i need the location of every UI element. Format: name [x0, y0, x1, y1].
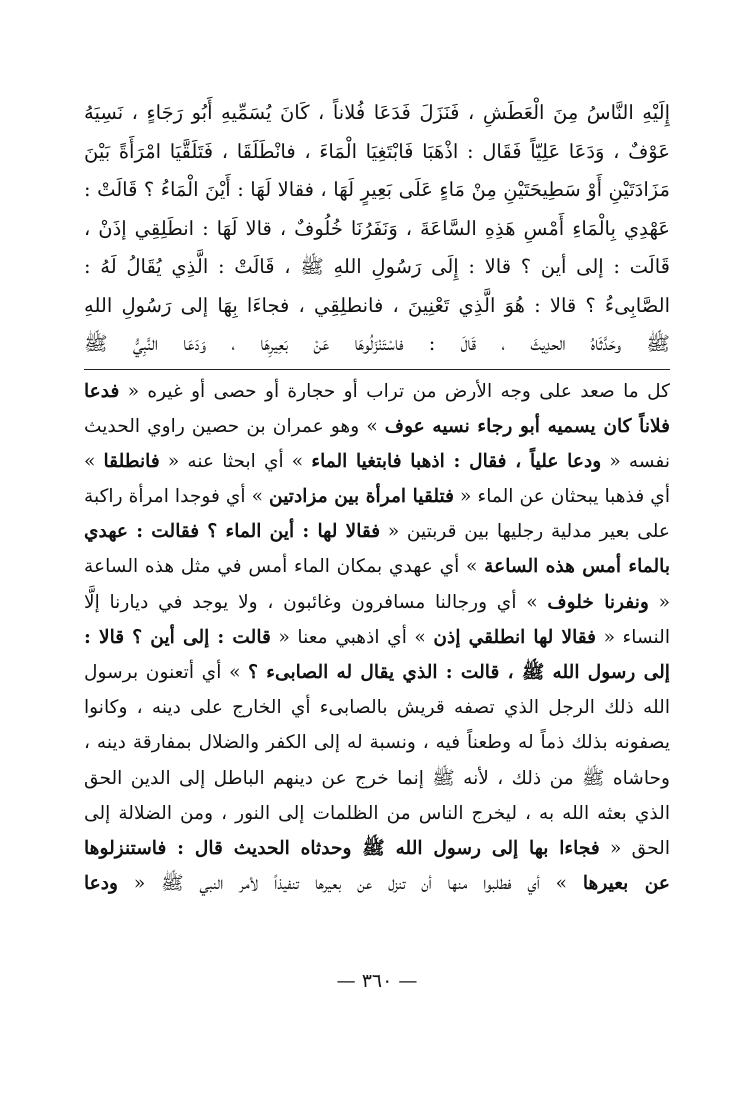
commentary-text: » أي فطلبوا منها أن تنزل عن بعيرها تنفيذاً لأمر النبي ﷺ «	[118, 873, 583, 895]
page-number: — ٣٦٠ —	[336, 970, 418, 992]
quoted-hadith-text: إلى رسول الله ﷺ ، قالت : الذي يقال له الصابىء ؟	[248, 662, 670, 683]
separator-rule	[84, 369, 670, 370]
commentary-line	[84, 866, 670, 901]
commentary-text: » أي ابحثا عنه «	[159, 450, 312, 472]
commentary-line	[84, 374, 670, 409]
quoted-hadith-text: فجاءا بها إلى رسول الله ﷺ وحدثاه الحديث قال : فاستنزلوها	[84, 837, 600, 859]
hadith-line: عَهْدِي بِالْمَاءِ أَمْسِ هَذِهِ السَّاعَةَ ، وَنَفَرُنَا خُلُوفٌ ، قالا لَهَا : انطَلِقِي إذَنْ ،	[84, 216, 670, 240]
hadith-line: قَالَت : إلى أين ؟ قالا : إِلَى رَسُولِ اللهِ ﷺ ، قَالَتْ : الَّذِي يُقَالُ لَهُ :	[84, 255, 670, 278]
quoted-hadith-text: فقالا لها : أين الماء ؟ فقالت : عهدي	[84, 521, 381, 543]
hadith-line: عَوْفٌ ، وَدَعَا عَلِيّاً فَقَال : اذْهَبَا فَابْتَغِيَا الْمَاءَ ، فانْطَلَقَا ، فَتَلَقَّيَا امْرَأَةً بَيْنَ	[84, 139, 670, 163]
quoted-hadith-text: ودعا	[84, 873, 119, 895]
quoted-hadith-text: بالماء أمس هذه الساعة	[484, 556, 670, 578]
commentary-text: وحاشاه ﷺ من ذلك ، لأنه ﷺ إنما خرج عن دينهم الباطل إلى الدين الحق	[84, 767, 670, 789]
commentary-line	[84, 514, 670, 549]
commentary-line	[84, 549, 670, 584]
commentary-text: «	[648, 591, 670, 613]
commentary-text: » وهو عمران بن حصين راوي الحديث	[84, 415, 385, 437]
commentary-text: أي فذهبا يبحثان عن الماء «	[454, 486, 670, 508]
quoted-hadith-text: فلاناً كان يسميه أبو رجاء نسيه عوف	[384, 415, 670, 437]
commentary-line	[84, 655, 670, 690]
commentary-text: » أي أتعنون برسول	[84, 662, 249, 683]
commentary-text: على بعير مدلية رجليها بين قربتين «	[380, 521, 670, 543]
commentary-line	[84, 761, 670, 796]
hadith-line: مَزَادَتَيْنِ أَوْ سَطِيحَتَيْنِ مِنْ مَاءٍ عَلَى بَعِيرٍ لَهَا ، فقالا لَهَا : أَيْنَ الْمَاءُ ؟ قَالَتْ :	[84, 178, 670, 201]
commentary-line	[84, 725, 670, 760]
commentary-block	[84, 374, 670, 902]
commentary-line	[84, 831, 670, 866]
commentary-line	[84, 479, 670, 514]
quoted-hadith-text: قالت : إلى أين ؟ قالا :	[84, 626, 271, 648]
commentary-text: »	[84, 450, 104, 472]
commentary-text: كل ما صعد على وجه الأرض من تراب أو حجارة أو حصى أو غيره «	[119, 380, 670, 402]
quoted-hadith-text: فقالا لها انطلقي إذن	[433, 626, 597, 648]
commentary-text: » أي اذهبي معنا «	[270, 626, 434, 648]
commentary-text: » أي فوجدا امرأة راكبة	[84, 486, 270, 508]
commentary-text: الذي بعثه الله به ، ليخرج الناس من الظلمات إلى النور ، ومن الضلالة إلى	[84, 802, 670, 824]
hadith-text-block	[84, 94, 670, 364]
commentary-text: الله ذلك الرجل الذي تصفه قريش بالصابىء أي الخارج على دينه ، وكانوا	[84, 697, 670, 719]
commentary-text: نفسه «	[601, 450, 670, 472]
quoted-hadith-text: فدعا	[84, 380, 120, 402]
commentary-line	[84, 444, 670, 479]
commentary-line	[84, 690, 670, 725]
quoted-hadith-text: عن بعيرها	[582, 873, 670, 895]
commentary-line	[84, 409, 670, 444]
hadith-line: الصَّابِىءُ ؟ قالا : هُوَ الَّذِي تَعْنِينَ ، فانطلِقِي ، فجاءَا بِهَا إلى رَسُولِ اللهِ	[84, 293, 670, 317]
quoted-hadith-text: فتلقيا امرأة بين مزادتين	[269, 486, 455, 508]
quoted-hadith-text: فانطلقا	[103, 450, 160, 472]
commentary-text: النساء «	[596, 626, 670, 648]
quoted-hadith-text: ودعا علياً ، فقال : اذهبا فابتغيا الماء	[311, 450, 602, 472]
hadith-line: ﷺ وحَدَّثَاهُ الحدِيثَ ، قَالَ : فاسْتَنْزَلُوهَا عَنْ بَعِيرِهَا ، وَدَعَا النَّبِيُّ ﷺ	[84, 332, 670, 355]
commentary-text: يصفونه بذلك ذماً له وطعناً فيه ، ونسبة له إلى الكفر والضلال بمفارقة دينه ،	[84, 732, 670, 754]
commentary-line	[84, 796, 670, 831]
commentary-text: الحق «	[599, 837, 670, 859]
quoted-hadith-text: ونفرنا خلوف	[547, 591, 649, 613]
commentary-text: » أي عهدي بمكان الماء أمس في مثل هذه الساعة	[84, 556, 485, 578]
commentary-text: » أي ورجالنا مسافرون وغائبون ، ولا يوجد في ديارنا إلَّا	[84, 591, 548, 613]
commentary-line	[84, 620, 670, 655]
hadith-line: إِلَيْهِ النَّاسُ مِنَ الْعَطَشِ ، فَنَزَلَ فَدَعَا فُلاناً ، كَانَ يُسَمِّيهِ أَبُو رَجَاءٍ ، نَسِيَهُ	[84, 101, 670, 124]
commentary-line	[84, 585, 670, 620]
